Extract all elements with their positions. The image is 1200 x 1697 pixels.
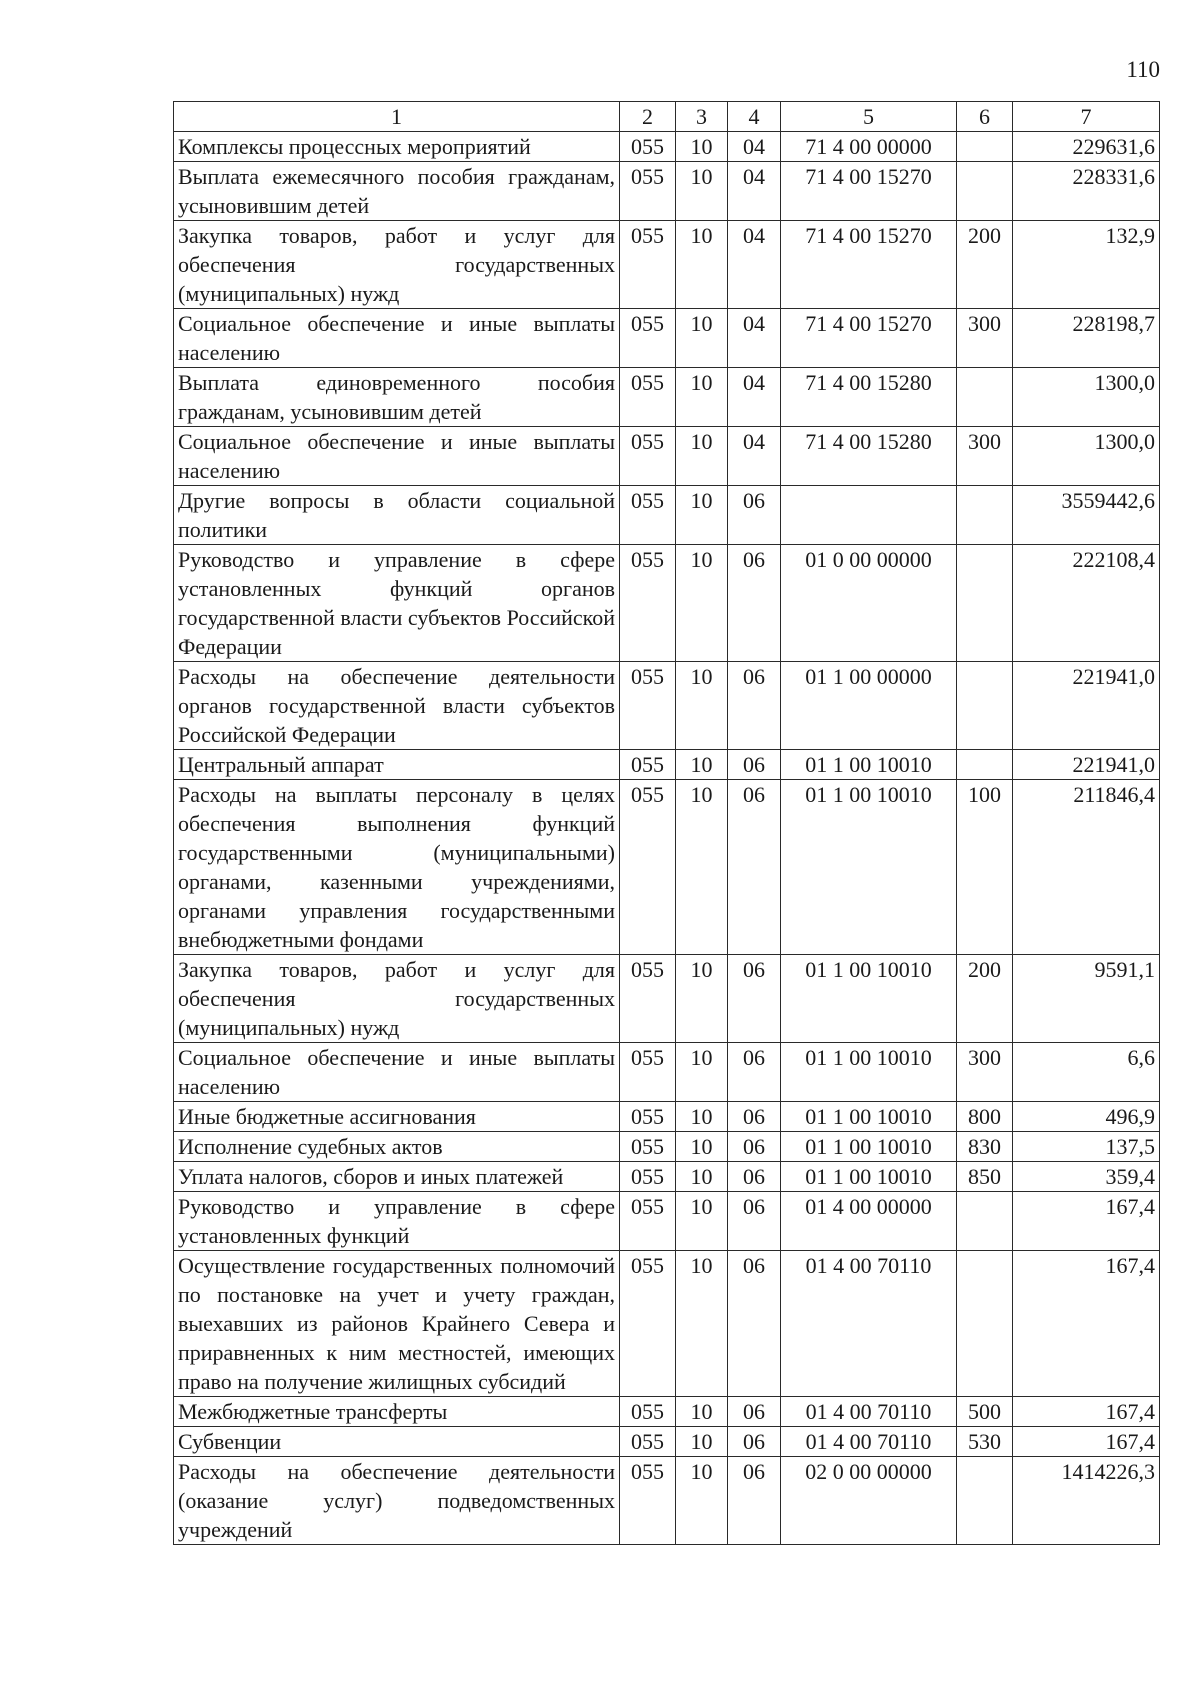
row-target-code: 71 4 00 15270 [781, 309, 957, 368]
row-ministry-code: 055 [620, 1457, 676, 1545]
row-expense-type: 800 [957, 1102, 1013, 1132]
row-subsection-code: 04 [728, 221, 781, 309]
row-name: Руководство и управление в сфере установленных функций [174, 1192, 620, 1251]
row-name: Уплата налогов, сборов и иных платежей [174, 1162, 620, 1192]
row-target-code: 01 1 00 00000 [781, 662, 957, 750]
row-target-code: 01 4 00 70110 [781, 1251, 957, 1397]
row-amount: 137,5 [1013, 1132, 1160, 1162]
row-amount: 228331,6 [1013, 162, 1160, 221]
table-row [174, 132, 1160, 162]
table-row [174, 662, 1160, 750]
row-amount: 1300,0 [1013, 368, 1160, 427]
row-target-code: 01 1 00 10010 [781, 750, 957, 780]
row-target-code: 01 1 00 10010 [781, 1043, 957, 1102]
row-target-code: 01 4 00 70110 [781, 1397, 957, 1427]
row-subsection-code: 06 [728, 662, 781, 750]
row-section-code: 10 [676, 955, 728, 1043]
row-name: Закупка товаров, работ и услуг для обеспечения государственных (муниципальных) нужд [174, 221, 620, 309]
column-header-amount: 7 [1013, 102, 1160, 132]
row-section-code: 10 [676, 1043, 728, 1102]
row-subsection-code: 06 [728, 1043, 781, 1102]
row-expense-type [957, 1192, 1013, 1251]
row-name: Руководство и управление в сфере установленных функций органов государственной власти субъектов Российской Федерации [174, 545, 620, 662]
table-row [174, 545, 1160, 662]
row-target-code: 01 1 00 10010 [781, 1162, 957, 1192]
row-ministry-code: 055 [620, 1162, 676, 1192]
row-name: Расходы на обеспечение деятельности (оказание услуг) подведомственных учреждений [174, 1457, 620, 1545]
column-header-expense-type: 6 [957, 102, 1013, 132]
row-name: Социальное обеспечение и иные выплаты населению [174, 427, 620, 486]
row-expense-type [957, 1457, 1013, 1545]
row-section-code: 10 [676, 162, 728, 221]
row-expense-type: 300 [957, 1043, 1013, 1102]
row-target-code [781, 486, 957, 545]
table-row [174, 1427, 1160, 1457]
row-ministry-code: 055 [620, 750, 676, 780]
row-target-code: 01 1 00 10010 [781, 780, 957, 955]
row-name: Выплата единовременного пособия гражданам, усыновившим детей [174, 368, 620, 427]
row-section-code: 10 [676, 486, 728, 545]
row-ministry-code: 055 [620, 662, 676, 750]
row-amount: 6,6 [1013, 1043, 1160, 1102]
table-row [174, 955, 1160, 1043]
row-expense-type [957, 545, 1013, 662]
table-row [174, 427, 1160, 486]
row-expense-type: 100 [957, 780, 1013, 955]
row-expense-type [957, 132, 1013, 162]
row-expense-type: 850 [957, 1162, 1013, 1192]
row-amount: 167,4 [1013, 1427, 1160, 1457]
row-subsection-code: 04 [728, 162, 781, 221]
row-name: Иные бюджетные ассигнования [174, 1102, 620, 1132]
table-header-row [174, 102, 1160, 132]
row-expense-type: 530 [957, 1427, 1013, 1457]
table-row [174, 368, 1160, 427]
row-ministry-code: 055 [620, 1397, 676, 1427]
row-name: Выплата ежемесячного пособия гражданам, усыновившим детей [174, 162, 620, 221]
row-expense-type [957, 162, 1013, 221]
row-section-code: 10 [676, 1102, 728, 1132]
row-expense-type: 200 [957, 221, 1013, 309]
row-amount: 167,4 [1013, 1397, 1160, 1427]
row-subsection-code: 06 [728, 750, 781, 780]
row-target-code: 02 0 00 00000 [781, 1457, 957, 1545]
column-header-section: 3 [676, 102, 728, 132]
row-section-code: 10 [676, 427, 728, 486]
row-expense-type: 300 [957, 309, 1013, 368]
row-name: Субвенции [174, 1427, 620, 1457]
row-name: Межбюджетные трансферты [174, 1397, 620, 1427]
row-section-code: 10 [676, 1457, 728, 1545]
row-ministry-code: 055 [620, 162, 676, 221]
row-ministry-code: 055 [620, 1102, 676, 1132]
row-ministry-code: 055 [620, 427, 676, 486]
row-section-code: 10 [676, 132, 728, 162]
row-section-code: 10 [676, 1397, 728, 1427]
row-subsection-code: 06 [728, 1162, 781, 1192]
row-ministry-code: 055 [620, 221, 676, 309]
row-target-code: 71 4 00 00000 [781, 132, 957, 162]
row-name: Комплексы процессных мероприятий [174, 132, 620, 162]
row-name: Социальное обеспечение и иные выплаты населению [174, 309, 620, 368]
row-subsection-code: 06 [728, 1132, 781, 1162]
row-ministry-code: 055 [620, 545, 676, 662]
column-header-subsection: 4 [728, 102, 781, 132]
row-name: Социальное обеспечение и иные выплаты населению [174, 1043, 620, 1102]
row-target-code: 01 4 00 70110 [781, 1427, 957, 1457]
row-name: Исполнение судебных актов [174, 1132, 620, 1162]
row-section-code: 10 [676, 1251, 728, 1397]
row-ministry-code: 055 [620, 1043, 676, 1102]
row-expense-type: 200 [957, 955, 1013, 1043]
row-amount: 211846,4 [1013, 780, 1160, 955]
row-section-code: 10 [676, 221, 728, 309]
row-subsection-code: 06 [728, 1251, 781, 1397]
row-subsection-code: 04 [728, 427, 781, 486]
table-row [174, 1251, 1160, 1397]
row-subsection-code: 04 [728, 368, 781, 427]
row-amount: 228198,7 [1013, 309, 1160, 368]
row-target-code: 71 4 00 15280 [781, 368, 957, 427]
row-expense-type: 500 [957, 1397, 1013, 1427]
row-section-code: 10 [676, 368, 728, 427]
row-subsection-code: 06 [728, 1397, 781, 1427]
row-target-code: 01 1 00 10010 [781, 1102, 957, 1132]
row-target-code: 71 4 00 15270 [781, 221, 957, 309]
table-row [174, 1162, 1160, 1192]
row-section-code: 10 [676, 309, 728, 368]
row-name: Центральный аппарат [174, 750, 620, 780]
row-expense-type [957, 662, 1013, 750]
row-subsection-code: 06 [728, 1102, 781, 1132]
budget-table [173, 101, 1160, 1545]
row-expense-type [957, 1251, 1013, 1397]
row-ministry-code: 055 [620, 1132, 676, 1162]
row-amount: 221941,0 [1013, 750, 1160, 780]
page-number: 110 [1126, 57, 1160, 82]
row-name: Расходы на выплаты персоналу в целях обеспечения выполнения функций государственными (муниципальными) органами, казенными учреждениями, органами управления государственными внебюджетными фондами [174, 780, 620, 955]
row-ministry-code: 055 [620, 780, 676, 955]
row-amount: 359,4 [1013, 1162, 1160, 1192]
table-row [174, 1457, 1160, 1545]
row-amount: 9591,1 [1013, 955, 1160, 1043]
table-row [174, 1192, 1160, 1251]
row-subsection-code: 04 [728, 309, 781, 368]
row-subsection-code: 06 [728, 1457, 781, 1545]
row-ministry-code: 055 [620, 309, 676, 368]
row-expense-type [957, 750, 1013, 780]
row-amount: 167,4 [1013, 1192, 1160, 1251]
row-subsection-code: 06 [728, 780, 781, 955]
row-target-code: 71 4 00 15270 [781, 162, 957, 221]
row-amount: 3559442,6 [1013, 486, 1160, 545]
table-row [174, 1043, 1160, 1102]
row-amount: 167,4 [1013, 1251, 1160, 1397]
column-header-target: 5 [781, 102, 957, 132]
table-row [174, 750, 1160, 780]
row-amount: 1414226,3 [1013, 1457, 1160, 1545]
row-ministry-code: 055 [620, 1251, 676, 1397]
row-subsection-code: 06 [728, 1427, 781, 1457]
row-name: Осуществление государственных полномочий по постановке на учет и учету граждан, выехавших из районов Крайнего Севера и приравненных к ним местностей, имеющих право на получение жилищных субсидий [174, 1251, 620, 1397]
row-target-code: 01 4 00 00000 [781, 1192, 957, 1251]
row-section-code: 10 [676, 1162, 728, 1192]
row-expense-type: 300 [957, 427, 1013, 486]
row-amount: 496,9 [1013, 1102, 1160, 1132]
row-amount: 1300,0 [1013, 427, 1160, 486]
row-expense-type: 830 [957, 1132, 1013, 1162]
row-amount: 229631,6 [1013, 132, 1160, 162]
row-section-code: 10 [676, 545, 728, 662]
row-target-code: 01 0 00 00000 [781, 545, 957, 662]
row-section-code: 10 [676, 1427, 728, 1457]
row-subsection-code: 06 [728, 1192, 781, 1251]
row-name: Другие вопросы в области социальной политики [174, 486, 620, 545]
table-row [174, 1102, 1160, 1132]
row-expense-type [957, 368, 1013, 427]
row-ministry-code: 055 [620, 1192, 676, 1251]
row-section-code: 10 [676, 1132, 728, 1162]
row-ministry-code: 055 [620, 486, 676, 545]
row-amount: 221941,0 [1013, 662, 1160, 750]
table-row [174, 309, 1160, 368]
row-ministry-code: 055 [620, 1427, 676, 1457]
row-target-code: 01 1 00 10010 [781, 1132, 957, 1162]
row-amount: 222108,4 [1013, 545, 1160, 662]
row-subsection-code: 04 [728, 132, 781, 162]
table-body [174, 132, 1160, 1545]
row-ministry-code: 055 [620, 132, 676, 162]
row-section-code: 10 [676, 750, 728, 780]
row-expense-type [957, 486, 1013, 545]
table-row [174, 486, 1160, 545]
column-header-ministry: 2 [620, 102, 676, 132]
row-amount: 132,9 [1013, 221, 1160, 309]
row-name: Расходы на обеспечение деятельности органов государственной власти субъектов Российской Федерации [174, 662, 620, 750]
table-row [174, 1397, 1160, 1427]
table-row [174, 162, 1160, 221]
table-row [174, 780, 1160, 955]
row-subsection-code: 06 [728, 486, 781, 545]
column-header-name: 1 [174, 102, 620, 132]
row-section-code: 10 [676, 662, 728, 750]
row-subsection-code: 06 [728, 545, 781, 662]
row-ministry-code: 055 [620, 368, 676, 427]
row-target-code: 01 1 00 10010 [781, 955, 957, 1043]
table-row [174, 1132, 1160, 1162]
row-ministry-code: 055 [620, 955, 676, 1043]
row-section-code: 10 [676, 1192, 728, 1251]
row-subsection-code: 06 [728, 955, 781, 1043]
row-target-code: 71 4 00 15280 [781, 427, 957, 486]
row-section-code: 10 [676, 780, 728, 955]
table-row [174, 221, 1160, 309]
row-name: Закупка товаров, работ и услуг для обеспечения государственных (муниципальных) нужд [174, 955, 620, 1043]
